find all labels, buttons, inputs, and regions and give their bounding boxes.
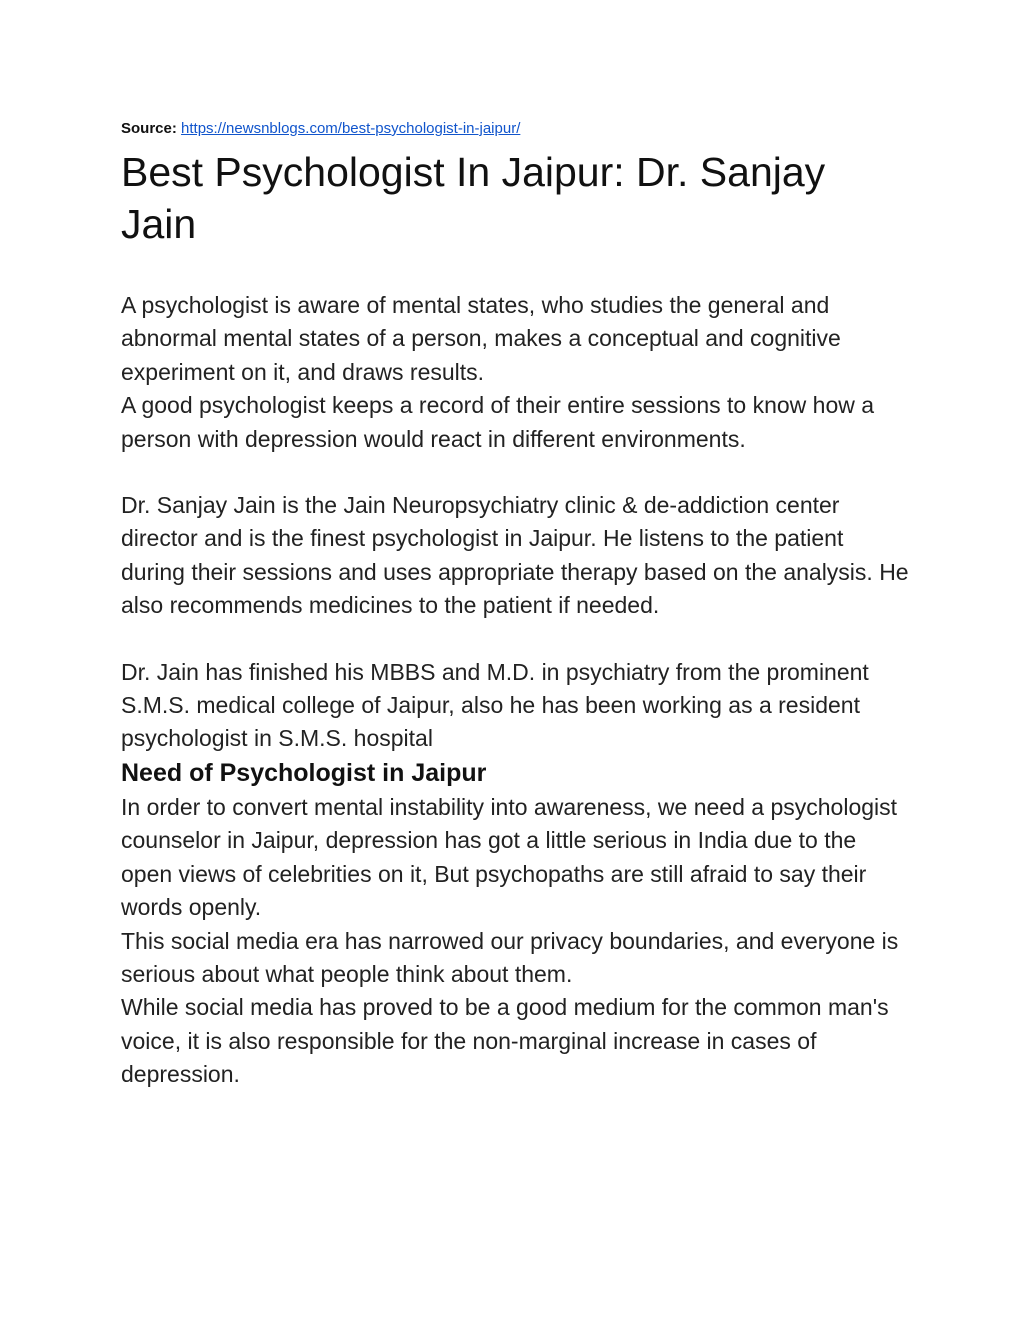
paragraph-education: Dr. Jain has finished his MBBS and M.D. in psychiatry from the prominent S.M.S. medical college of Jaipur, also he has been working as a resident psychologist in S.M.S. hospital bbox=[121, 658, 869, 752]
paragraph-depression: While social media has proved to be a good medium for the common man's voice, it is also responsible for the non-marginal increase in cases of depression. bbox=[121, 994, 889, 1088]
paragraph-need: In order to convert mental instability into awareness, we need a psychologist counselor in Jaipur, depression has got a little serious in India due to the open views of celebrities on it, But psychopaths are still afraid to say their words openly. bbox=[121, 793, 898, 921]
page-title: Best Psychologist In Jaipur: Dr. Sanjay Jain bbox=[121, 149, 826, 247]
source-label: Source: bbox=[121, 120, 177, 137]
paragraph-dr-jain: Dr. Sanjay Jain is the Jain Neuropsychiatry clinic & de-addiction center director and is the finest psychologist in Jaipur. He listens to the patient during their sessions and uses appropriate therapy based on the analysis. He also recommends medicines to the patient if needed. bbox=[121, 492, 909, 619]
paragraph-record: A good psychologist keeps a record of their entire sessions to know how a person with depression would react in different environments. bbox=[121, 392, 875, 452]
paragraph-social-media: This social media era has narrowed our privacy boundaries, and everyone is serious about what people think about them. bbox=[121, 927, 899, 987]
source-link[interactable]: https://newsnblogs.com/best-psychologist-in-jaipur/ bbox=[181, 120, 521, 137]
paragraph-intro: A psychologist is aware of mental states, who studies the general and abnormal mental states of a person, makes a conceptual and cognitive experiment on it, and draws results. bbox=[121, 292, 841, 385]
source-line bbox=[121, 118, 911, 140]
document-page bbox=[121, 118, 911, 1092]
section-heading: Need of Psychologist in Jaipur bbox=[121, 758, 487, 787]
